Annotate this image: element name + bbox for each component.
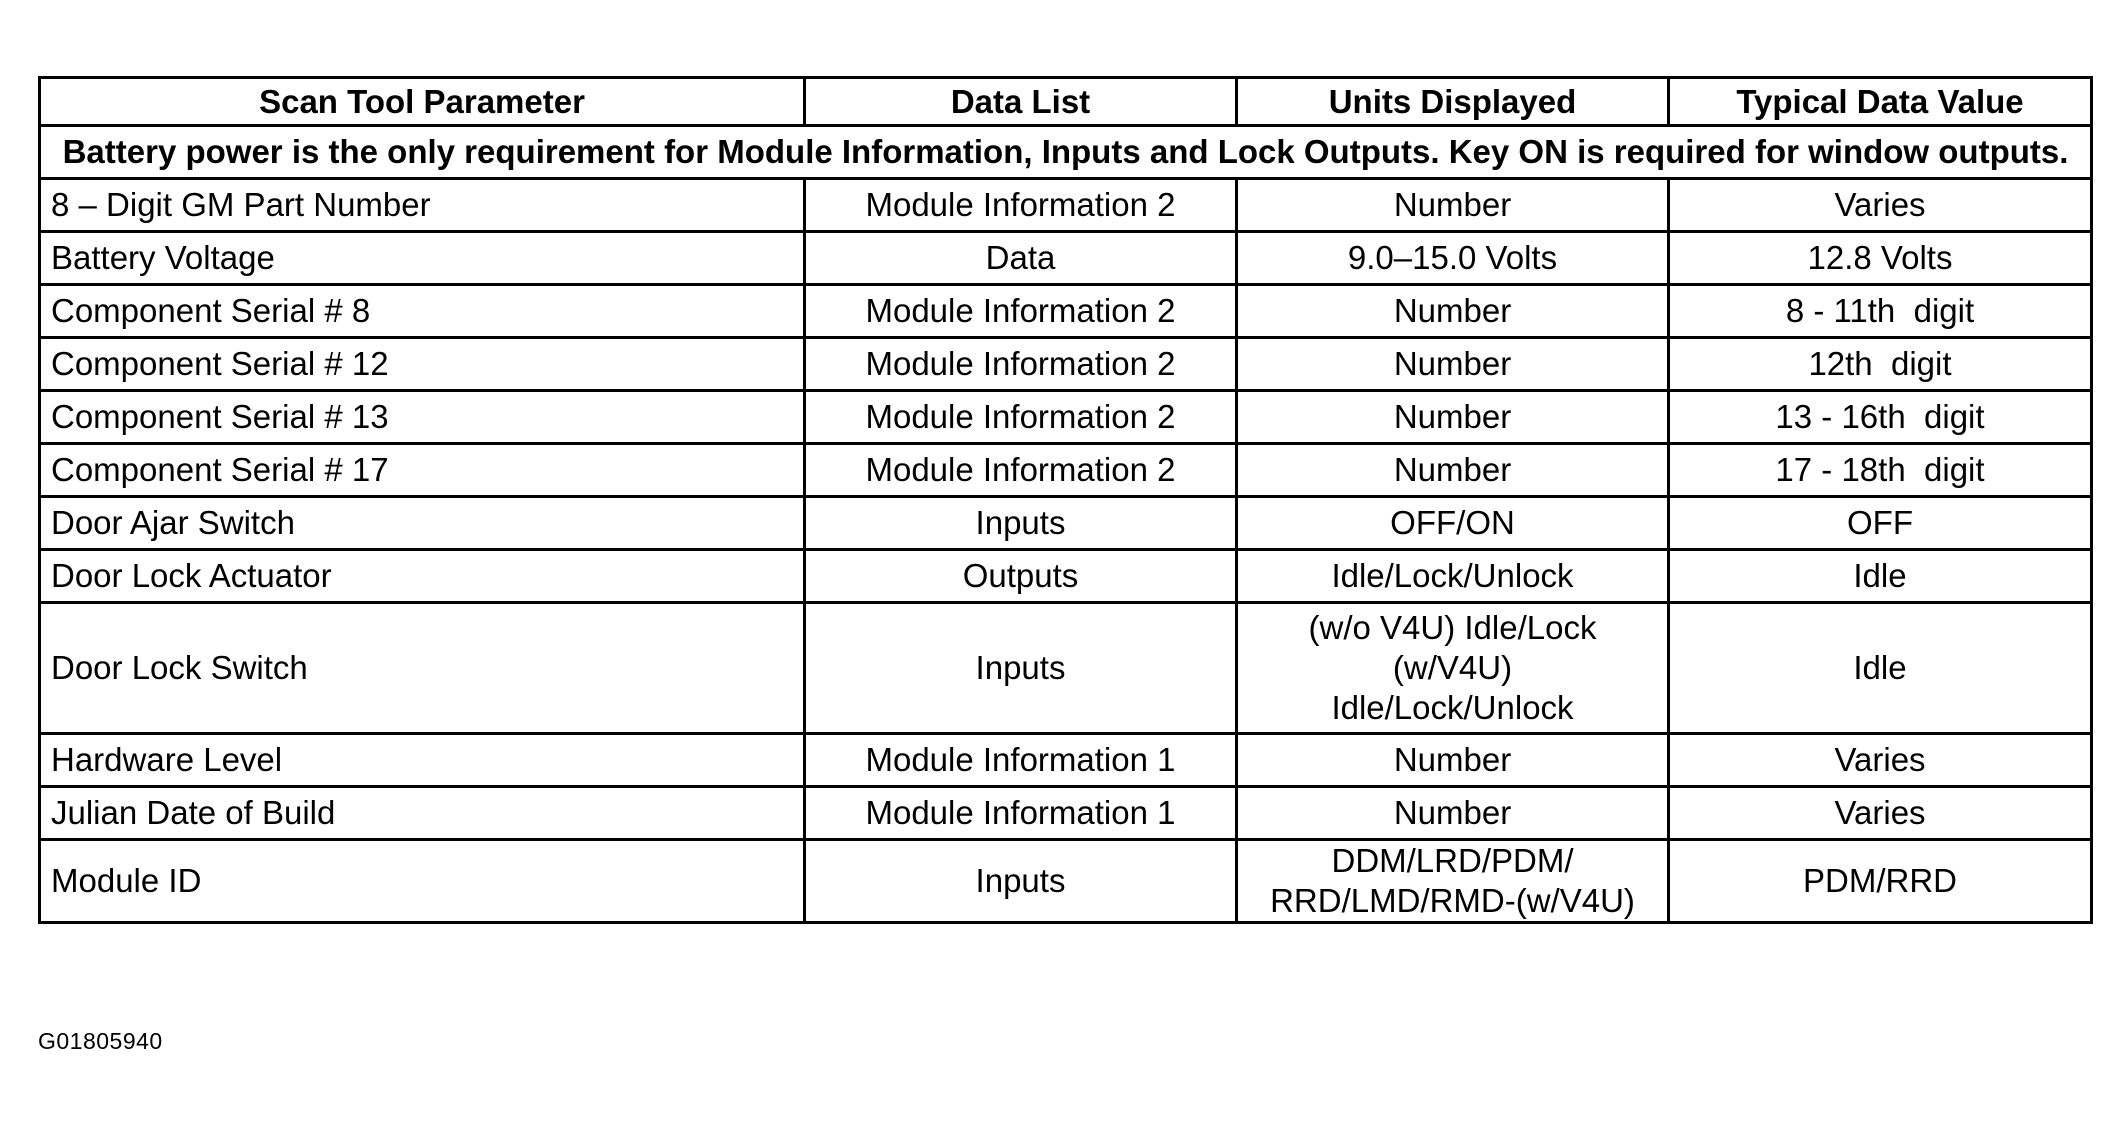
table-row <box>40 603 2092 734</box>
cell-units-displayed <box>1237 840 1669 923</box>
cell-data-list: Module Information 2 <box>805 391 1237 444</box>
cell-typical-value: Idle <box>1669 603 2092 734</box>
cell-units-displayed <box>1237 391 1669 444</box>
units-line: (w/o V4U) Idle/Lock <box>1308 609 1597 646</box>
table-row <box>40 444 2092 497</box>
cell-typical-value: 12th digit <box>1669 338 2092 391</box>
cell-data-list: Module Information 2 <box>805 338 1237 391</box>
cell-typical-value: 12.8 Volts <box>1669 232 2092 285</box>
cell-typical-value: 13 - 16th digit <box>1669 391 2092 444</box>
header-units-displayed: Units Displayed <box>1237 78 1669 126</box>
table-row <box>40 391 2092 444</box>
units-line: Number <box>1393 186 1512 223</box>
cell-units-displayed <box>1237 232 1669 285</box>
cell-units-displayed <box>1237 179 1669 232</box>
cell-typical-value: 17 - 18th digit <box>1669 444 2092 497</box>
cell-data-list: Data <box>805 232 1237 285</box>
cell-data-list: Module Information 2 <box>805 444 1237 497</box>
cell-typical-value: Varies <box>1669 734 2092 787</box>
cell-parameter: Component Serial # 12 <box>40 338 805 391</box>
cell-parameter: Component Serial # 8 <box>40 285 805 338</box>
table-row <box>40 232 2092 285</box>
note-row <box>40 126 2092 179</box>
cell-units-displayed <box>1237 787 1669 840</box>
table-row <box>40 179 2092 232</box>
cell-parameter: Hardware Level <box>40 734 805 787</box>
units-line: RRD/LMD/RMD-(w/V4U) <box>1270 882 1635 919</box>
cell-parameter: Door Ajar Switch <box>40 497 805 550</box>
units-line: Number <box>1393 794 1512 831</box>
table-row <box>40 550 2092 603</box>
units-line: Idle/Lock/Unlock <box>1331 557 1574 594</box>
header-data-list: Data List <box>805 78 1237 126</box>
table-body <box>40 126 2092 923</box>
cell-parameter: Component Serial # 13 <box>40 391 805 444</box>
cell-typical-value: PDM/RRD <box>1669 840 2092 923</box>
cell-data-list: Inputs <box>805 497 1237 550</box>
cell-data-list: Module Information 2 <box>805 179 1237 232</box>
table-row <box>40 840 2092 923</box>
units-line: 9.0–15.0 Volts <box>1347 239 1558 276</box>
cell-data-list: Inputs <box>805 840 1237 923</box>
table-row <box>40 497 2092 550</box>
cell-units-displayed <box>1237 444 1669 497</box>
cell-parameter: Door Lock Actuator <box>40 550 805 603</box>
table-row <box>40 734 2092 787</box>
units-line: DDM/LRD/PDM/ <box>1331 842 1574 879</box>
requirement-note: Battery power is the only requirement for Module Information, Inputs and Lock Outputs. Key ON is required for window outputs. <box>40 126 2092 179</box>
cell-typical-value: Varies <box>1669 179 2092 232</box>
table-row <box>40 787 2092 840</box>
units-line: Number <box>1393 451 1512 488</box>
cell-parameter: Door Lock Switch <box>40 603 805 734</box>
cell-parameter: Module ID <box>40 840 805 923</box>
units-line: Number <box>1393 345 1512 382</box>
units-line: Number <box>1393 398 1512 435</box>
cell-units-displayed <box>1237 603 1669 734</box>
units-line: Number <box>1393 741 1512 778</box>
units-line: Idle/Lock/Unlock <box>1331 689 1574 726</box>
cell-units-displayed <box>1237 497 1669 550</box>
cell-data-list: Module Information 2 <box>805 285 1237 338</box>
cell-typical-value: Varies <box>1669 787 2092 840</box>
cell-typical-value: OFF <box>1669 497 2092 550</box>
scan-tool-data-table <box>38 76 2093 924</box>
figure-id: G01805940 <box>38 1028 163 1054</box>
cell-units-displayed <box>1237 338 1669 391</box>
header-row <box>40 78 2092 126</box>
cell-parameter: 8 – Digit GM Part Number <box>40 179 805 232</box>
table-row <box>40 338 2092 391</box>
scan-tool-table-container <box>38 76 2090 924</box>
cell-parameter: Julian Date of Build <box>40 787 805 840</box>
cell-data-list: Inputs <box>805 603 1237 734</box>
cell-units-displayed <box>1237 550 1669 603</box>
cell-data-list: Module Information 1 <box>805 787 1237 840</box>
cell-data-list: Module Information 1 <box>805 734 1237 787</box>
header-typical-data-value: Typical Data Value <box>1669 78 2092 126</box>
header-scan-tool-parameter: Scan Tool Parameter <box>40 78 805 126</box>
cell-data-list: Outputs <box>805 550 1237 603</box>
cell-units-displayed <box>1237 734 1669 787</box>
units-line: (w/V4U) <box>1392 649 1513 686</box>
cell-parameter: Component Serial # 17 <box>40 444 805 497</box>
units-line: Number <box>1393 292 1512 329</box>
cell-typical-value: 8 - 11th digit <box>1669 285 2092 338</box>
cell-parameter: Battery Voltage <box>40 232 805 285</box>
cell-typical-value: Idle <box>1669 550 2092 603</box>
units-line: OFF/ON <box>1390 504 1515 541</box>
cell-units-displayed <box>1237 285 1669 338</box>
table-row <box>40 285 2092 338</box>
